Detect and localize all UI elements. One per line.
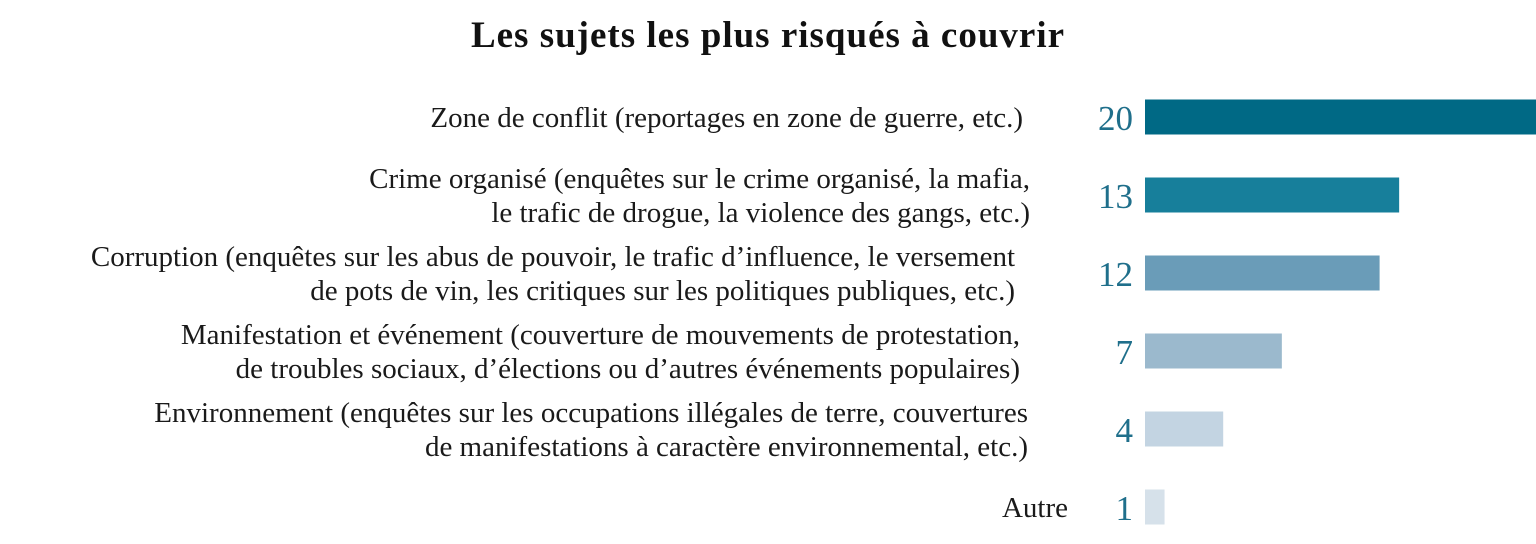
value-label-5: 4 [1115, 411, 1133, 450]
category-label-3-line-2: de pots de vin, les critiques sur les politiques publiques, etc.) [310, 275, 1015, 307]
bar-6 [1145, 490, 1165, 525]
category-label-4-line-1: Manifestation et événement (couverture de mouvements de protestation, [180, 319, 1020, 351]
category-label-3-line-1: Corruption (enquêtes sur les abus de pouvoir, le trafic d’influence, le versement [90, 241, 1015, 273]
value-label-1: 20 [1098, 99, 1133, 138]
category-labels-layer [91, 102, 1068, 524]
category-label-5-line-1: Environnement (enquêtes sur les occupations illégales de terre, couvertures [154, 397, 1028, 429]
bar-1 [1145, 100, 1536, 135]
category-label-4-line-2: de troubles sociaux, d’élections ou d’autres événements populaires) [235, 353, 1020, 385]
bars-layer [1145, 100, 1536, 525]
category-label-1 [430, 102, 1023, 134]
value-label-3: 12 [1098, 255, 1133, 294]
category-label-1-line-1: Zone de conflit (reportages en zone de guerre, etc.) [430, 102, 1023, 134]
category-label-4 [181, 319, 1020, 385]
value-label-6: 1 [1115, 489, 1133, 528]
category-label-3 [91, 241, 1015, 307]
category-label-5 [154, 397, 1028, 463]
bar-5 [1145, 412, 1223, 447]
category-label-6-line-1: Autre [1001, 492, 1068, 524]
bar-3 [1145, 256, 1380, 291]
category-label-2-line-1: Crime organisé (enquêtes sur le crime organisé, la mafia, [369, 163, 1030, 195]
category-label-2-line-2: le trafic de drogue, la violence des gangs, etc.) [491, 197, 1030, 229]
bar-2 [1145, 178, 1399, 213]
value-labels-layer [1098, 99, 1133, 528]
category-label-5-line-2: de manifestations à caractère environnemental, etc.) [424, 431, 1028, 463]
value-label-4: 7 [1115, 333, 1133, 372]
value-label-2: 13 [1098, 177, 1133, 216]
bar-4 [1145, 334, 1282, 369]
chart-title: Les sujets les plus risqués à couvrir [470, 15, 1066, 56]
category-label-6 [1002, 492, 1068, 524]
category-label-2 [369, 163, 1030, 229]
